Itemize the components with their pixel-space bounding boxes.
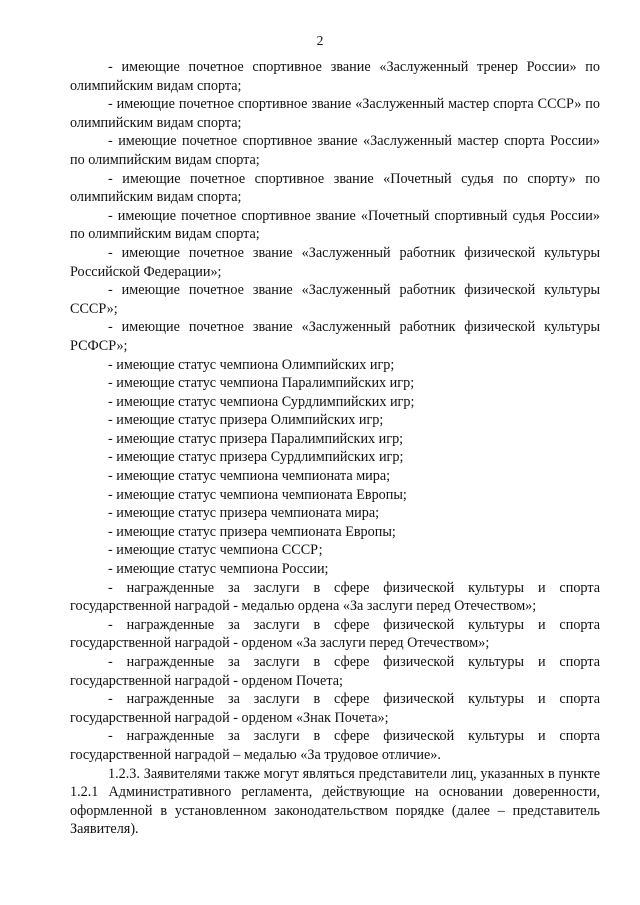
list-item-paralympic-champion: - имеющие статус чемпиона Паралимпийских игр; — [108, 375, 415, 392]
list-item-deaflympic-champion: - имеющие статус чемпиона Сурдлимпийских игр; — [108, 393, 415, 410]
list-item-world-champion: - имеющие статус чемпиона чемпионата мира; — [108, 468, 391, 485]
list-item-european-champion: - имеющие статус чемпиона чемпионата Европы; — [108, 486, 407, 503]
list-item-order-badge-honour: - награжденные за заслуги в сфере физической культуры и спорта государственной наградой - орденом «Знак Почета»; — [70, 691, 600, 726]
list-item-honorary-sports-judge-russia: - имеющие почетное спортивное звание «Почетный спортивный судья России» по олимпийским видам спорта; — [70, 207, 600, 243]
clause-1-2-3: 1.2.3. Заявителями также могут являться представители лиц, указанных в пункте 1.2.1 Административного регламента, действующие на основании доверенности, оформленной в установленном законодательством порядке (далее – представитель Заявителя). — [70, 765, 600, 838]
list-item-honored-master-sport-ussr: - имеющие почетное спортивное звание «Заслуженный мастер спорта СССР» по олимпийским видам спорта; — [70, 96, 600, 131]
page-number: 2 — [316, 33, 324, 48]
list-item-honored-master-sport-russia: - имеющие почетное спортивное звание «Заслуженный мастер спорта России» по олимпийским видам спорта; — [70, 133, 600, 168]
list-item-honored-worker-rf: - имеющие почетное звание «Заслуженный работник физической культуры Российской Федерации»; — [70, 244, 600, 280]
list-item-medal-order-merit: - награжденные за заслуги в сфере физической культуры и спорта государственной наградой - медалью ордена «За заслуги перед Отечеством»; — [70, 579, 600, 615]
list-item-european-medalist: - имеющие статус призера чемпионата Европы; — [108, 523, 396, 540]
list-item-world-medalist: - имеющие статус призера чемпионата мира; — [108, 505, 380, 522]
document-body — [70, 58, 600, 839]
list-item-paralympic-medalist: - имеющие статус призера Паралимпийских игр; — [108, 430, 404, 447]
list-item-russia-champion: - имеющие статус чемпиона России; — [108, 561, 329, 578]
list-item-ussr-champion: - имеющие статус чемпиона СССР; — [108, 542, 323, 559]
list-item-olympic-champion: - имеющие статус чемпиона Олимпийских игр; — [108, 356, 395, 373]
list-item-order-merit: - награжденные за заслуги в сфере физической культуры и спорта государственной наградой - орденом «За заслуги перед Отечеством»; — [70, 616, 600, 652]
list-item-honored-worker-ussr: - имеющие почетное звание «Заслуженный работник физической культуры СССР»; — [70, 282, 600, 317]
list-item-honorary-judge: - имеющие почетное спортивное звание «Почетный судья по спорту» по олимпийским видам спорта; — [70, 170, 600, 206]
list-item-honored-coach-russia: - имеющие почетное спортивное звание «Заслуженный тренер России» по олимпийским видам спорта; — [70, 59, 600, 94]
list-item-deaflympic-medalist: - имеющие статус призера Сурдлимпийских игр; — [108, 449, 404, 466]
list-item-order-honour: - награжденные за заслуги в сфере физической культуры и спорта государственной наградой - орденом Почета; — [70, 654, 600, 689]
list-item-medal-labour-distinction: - награжденные за заслуги в сфере физической культуры и спорта государственной наградой – медалью «За трудовое отличие». — [70, 728, 600, 763]
list-item-olympic-medalist: - имеющие статус призера Олимпийских игр; — [108, 412, 384, 429]
list-item-honored-worker-rsfsr: - имеющие почетное звание «Заслуженный работник физической культуры РСФСР»; — [70, 319, 600, 354]
